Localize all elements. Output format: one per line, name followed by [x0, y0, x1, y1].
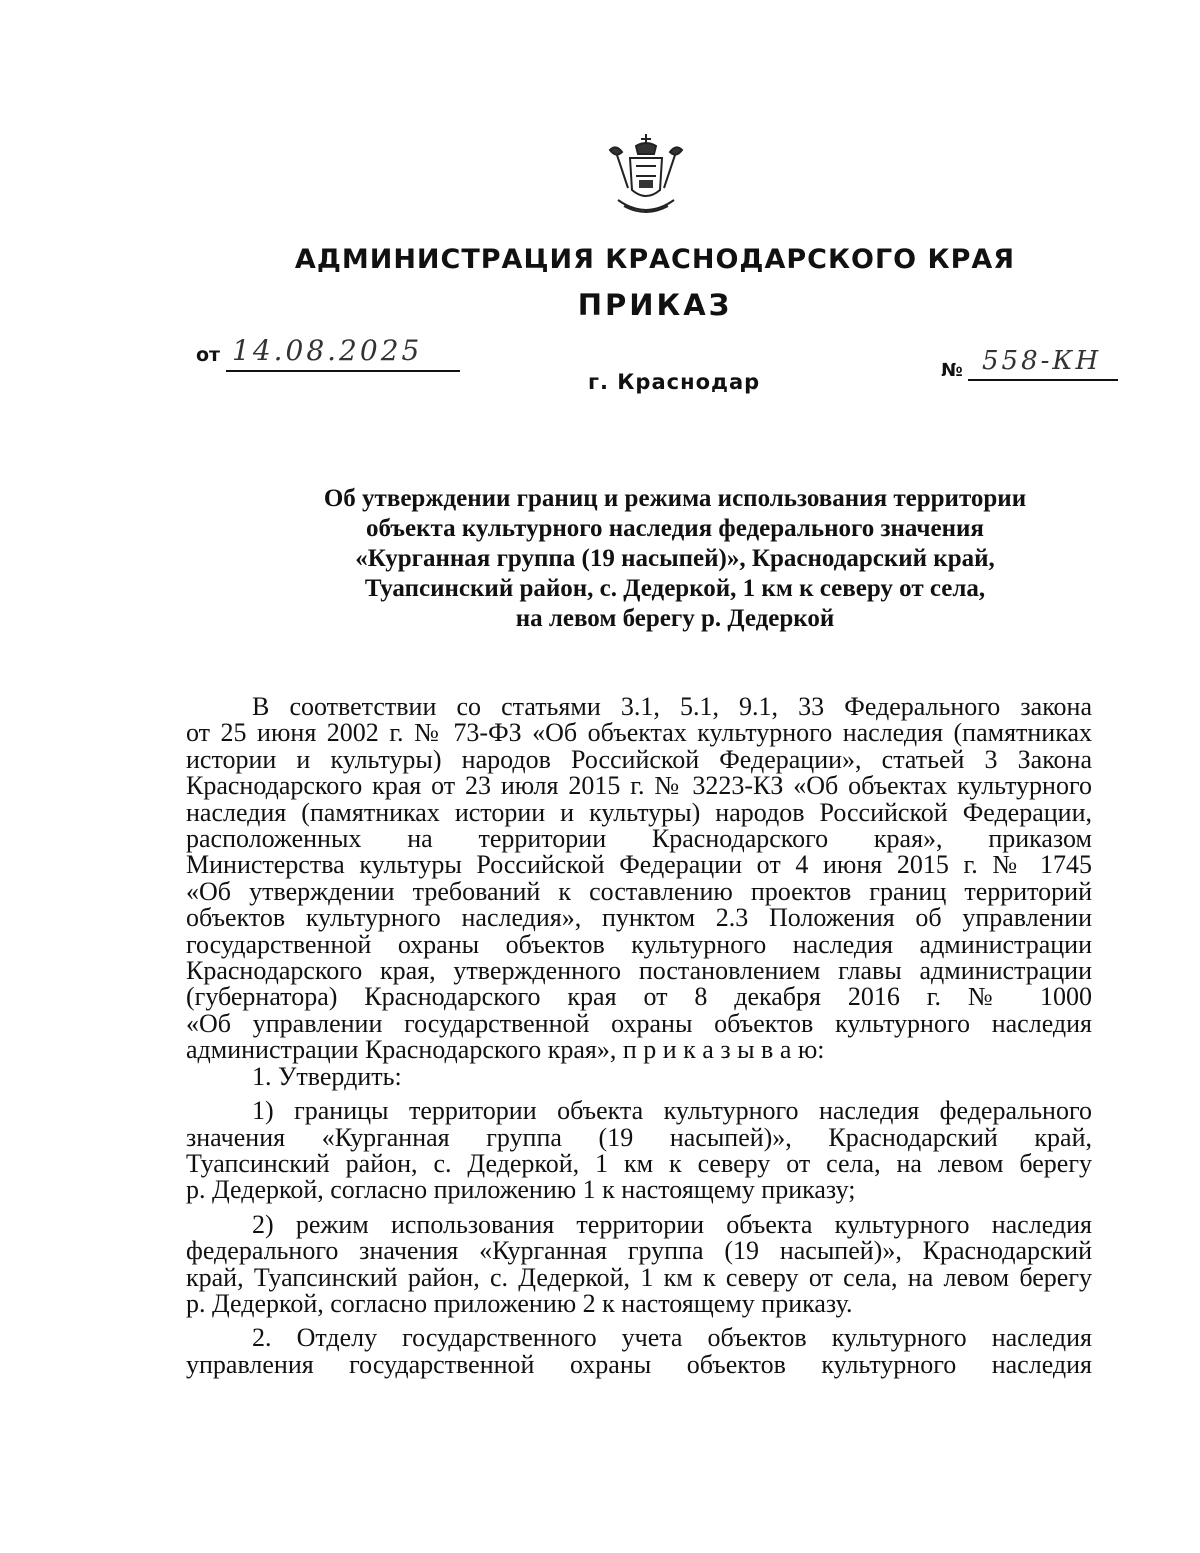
text-line: 1. Утвердить:	[252, 1061, 402, 1091]
item-2	[186, 1325, 1092, 1378]
title-line: Туапсинский район, с. Дедеркой, 1 км к северу от села,	[364, 575, 986, 602]
document-title	[180, 484, 1170, 634]
number-label: №	[941, 360, 963, 381]
item-1-1	[186, 1098, 1092, 1204]
handwritten-date: 14.08.2025	[232, 334, 423, 367]
text-line: Туапсинский район, с. Дедеркой, 1 км к северу от села, на левом берегу	[186, 1148, 1092, 1178]
text-line: «Об утверждении требований к составлению проектов границ территорий	[186, 876, 1092, 906]
city: г. Краснодар	[588, 370, 761, 394]
text-line: истории и культуры) народов Российской Федерации», статьей 3 Закона	[186, 744, 1092, 774]
text-line: Министерства культуры Российской Федерации от 4 июня 2015 г. № 1745	[186, 850, 1092, 880]
text-line: 2. Отделу государственного учета объектов культурного наследия	[252, 1323, 1092, 1353]
text-line: В соответствии со статьями 3.1, 5.1, 9.1, 33 Федерального закона	[252, 692, 1092, 721]
text-line: государственной охраны объектов культурного наследия администрации	[186, 929, 1092, 959]
number-underline	[968, 379, 1118, 381]
document-body	[186, 694, 1092, 1378]
text-line: объектов культурного наследия», пунктом 2.3 Положения об управлении	[186, 903, 1092, 933]
organization-name: АДМИНИСТРАЦИЯ КРАСНОДАРСКОГО КРАЯ	[294, 244, 1016, 275]
text-line: р. Дедеркой, согласно приложению 1 к настоящему приказу;	[186, 1175, 856, 1205]
handwritten-number: 558-КН	[982, 346, 1102, 376]
text-line: «Об управлении государственной охраны объектов культурного наследия	[186, 1008, 1092, 1038]
text-line: (губернатора) Краснодарского края от 8 декабря 2016 г. № 1000	[186, 982, 1092, 1012]
text-line: федерального значения «Курганная группа (19 насыпей)», Краснодарский	[186, 1236, 1092, 1266]
title-line: объекта культурного наследия федерального значения	[366, 515, 984, 542]
text-line: от 25 июня 2002 г. № 73-ФЗ «Об объектах культурного наследия (памятниках	[186, 718, 1092, 748]
text-line: 1) границы территории объекта культурного наследия федерального	[252, 1096, 1092, 1126]
item-1	[186, 1061, 1092, 1091]
text-line: край, Туапсинский район, с. Дедеркой, 1 км к северу от села, на левом берегу	[186, 1262, 1092, 1292]
text-line: Краснодарского края от 23 июля 2015 г. № 3223-КЗ «Об объектах культурного	[186, 771, 1092, 801]
title-line: Об утверждении границ и режима использования территории	[323, 485, 1027, 512]
title-line: на левом берегу р. Дедеркой	[515, 605, 835, 632]
date-underline	[226, 370, 460, 372]
document-type: ПРИКАЗ	[577, 288, 733, 322]
preamble-paragraph	[186, 694, 1092, 1064]
text-line: администрации Краснодарского края», п р и к а з ы в а ю:	[186, 1035, 825, 1065]
coat-of-arms-icon	[606, 130, 686, 222]
item-1-2	[186, 1209, 1092, 1318]
text-line: расположенных на территории Краснодарского края», приказом	[186, 824, 1092, 854]
text-line: наследия (памятниках истории и культуры) народов Российской Федерации,	[186, 797, 1092, 827]
text-line: Краснодарского края, утвержденного постановлением главы администрации	[186, 956, 1092, 986]
text-line: 2) режим использования территории объекта культурного наследия	[252, 1209, 1092, 1239]
date-label: от	[196, 344, 221, 366]
text-line: р. Дедеркой, согласно приложению 2 к настоящему приказу.	[186, 1288, 853, 1318]
text-line: управления государственной охраны объектов культурного наследия	[186, 1349, 1092, 1379]
text-line: значения «Курганная группа (19 насыпей)», Краснодарский край,	[186, 1122, 1092, 1152]
title-line: «Курганная группа (19 насыпей)», Краснодарский край,	[355, 545, 995, 572]
